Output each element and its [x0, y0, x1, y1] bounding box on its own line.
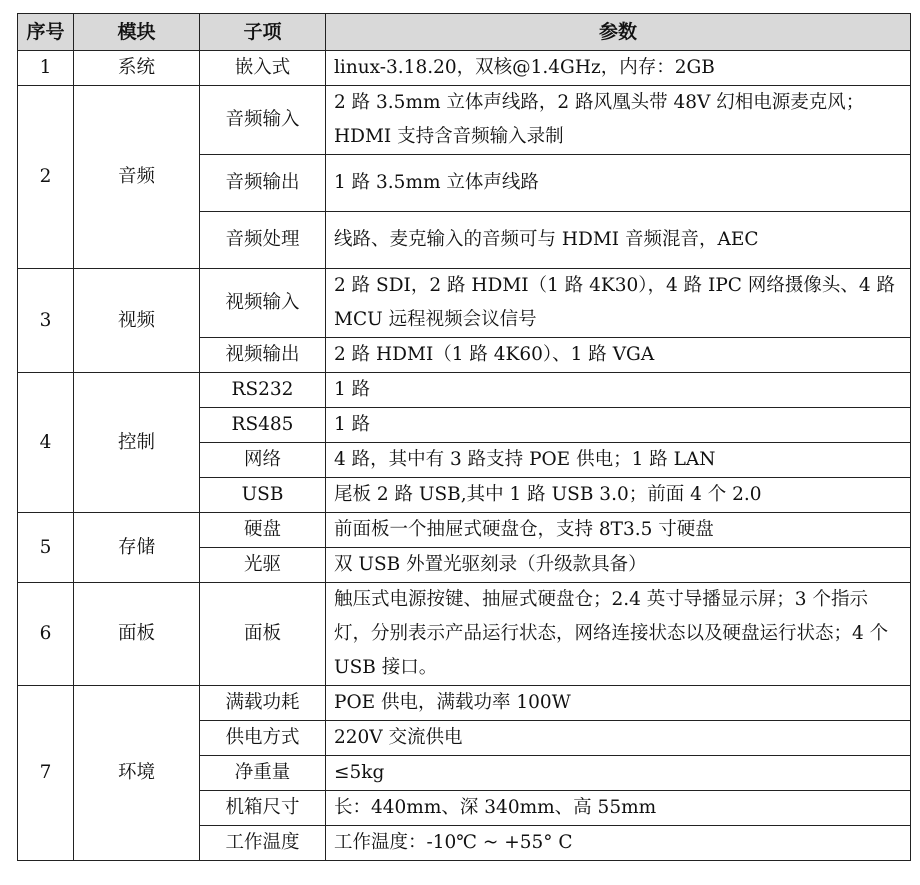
header-row [18, 14, 911, 51]
row-sub: 光驱 [200, 548, 326, 583]
row-param: POE 供电，满载功率 100W [326, 686, 911, 721]
table-row [18, 86, 911, 155]
row-no: 1 [18, 51, 74, 86]
row-param: ≤5kg [326, 756, 911, 791]
row-sub: RS232 [200, 373, 326, 408]
table-row [18, 513, 911, 548]
header-module: 模块 [74, 14, 200, 51]
row-param: 2 路 HDMI（1 路 4K60）、1 路 VGA [326, 338, 911, 373]
row-module: 音频 [74, 86, 200, 269]
row-sub: 机箱尺寸 [200, 791, 326, 826]
row-no: 2 [18, 86, 74, 269]
header-param: 参数 [326, 14, 911, 51]
row-sub: RS485 [200, 408, 326, 443]
row-sub: 面板 [200, 583, 326, 686]
row-no: 3 [18, 269, 74, 373]
row-sub: 网络 [200, 443, 326, 478]
table-row [18, 51, 911, 86]
row-no: 6 [18, 583, 74, 686]
row-sub: 嵌入式 [200, 51, 326, 86]
row-module: 面板 [74, 583, 200, 686]
row-no: 5 [18, 513, 74, 583]
row-param: 工作温度：-10℃ ~ +55° C [326, 826, 911, 861]
row-param: 2 路 SDI，2 路 HDMI（1 路 4K30），4 路 IPC 网络摄像头、4 路 MCU 远程视频会议信号 [326, 269, 911, 338]
header-no: 序号 [18, 14, 74, 51]
row-sub: 音频输出 [200, 155, 326, 212]
row-param: 1 路 [326, 373, 911, 408]
table-row [18, 269, 911, 338]
row-sub: 视频输入 [200, 269, 326, 338]
row-param: 220V 交流供电 [326, 721, 911, 756]
row-param: 1 路 3.5mm 立体声线路 [326, 155, 911, 212]
header-sub: 子项 [200, 14, 326, 51]
row-param: 1 路 [326, 408, 911, 443]
row-param: linux-3.18.20，双核@1.4GHz，内存：2GB [326, 51, 911, 86]
row-sub: 供电方式 [200, 721, 326, 756]
row-param: 触压式电源按键、抽屉式硬盘仓；2.4 英寸导播显示屏；3 个指示灯，分别表示产品运行状态，网络连接状态以及硬盘运行状态；4 个 USB 接口。 [326, 583, 911, 686]
row-sub: 视频输出 [200, 338, 326, 373]
row-sub: 工作温度 [200, 826, 326, 861]
row-module: 视频 [74, 269, 200, 373]
row-module: 存储 [74, 513, 200, 583]
row-module: 控制 [74, 373, 200, 513]
row-no: 7 [18, 686, 74, 861]
row-param: 4 路，其中有 3 路支持 POE 供电；1 路 LAN [326, 443, 911, 478]
row-param: 双 USB 外置光驱刻录（升级款具备） [326, 548, 911, 583]
row-sub: 音频处理 [200, 212, 326, 269]
table-row [18, 686, 911, 721]
table-row [18, 373, 911, 408]
row-sub: 硬盘 [200, 513, 326, 548]
row-sub: 音频输入 [200, 86, 326, 155]
row-param: 尾板 2 路 USB,其中 1 路 USB 3.0；前面 4 个 2.0 [326, 478, 911, 513]
row-sub: 净重量 [200, 756, 326, 791]
table-row [18, 583, 911, 686]
row-param: 前面板一个抽屉式硬盘仓，支持 8T3.5 寸硬盘 [326, 513, 911, 548]
row-sub: 满载功耗 [200, 686, 326, 721]
row-module: 系统 [74, 51, 200, 86]
row-module: 环境 [74, 686, 200, 861]
row-sub: USB [200, 478, 326, 513]
spec-table [17, 13, 911, 861]
row-param: 线路、麦克输入的音频可与 HDMI 音频混音，AEC [326, 212, 911, 269]
row-no: 4 [18, 373, 74, 513]
row-param: 长：440mm、深 340mm、高 55mm [326, 791, 911, 826]
row-param: 2 路 3.5mm 立体声线路，2 路风凰头带 48V 幻相电源麦克风；HDMI 支持含音频输入录制 [326, 86, 911, 155]
